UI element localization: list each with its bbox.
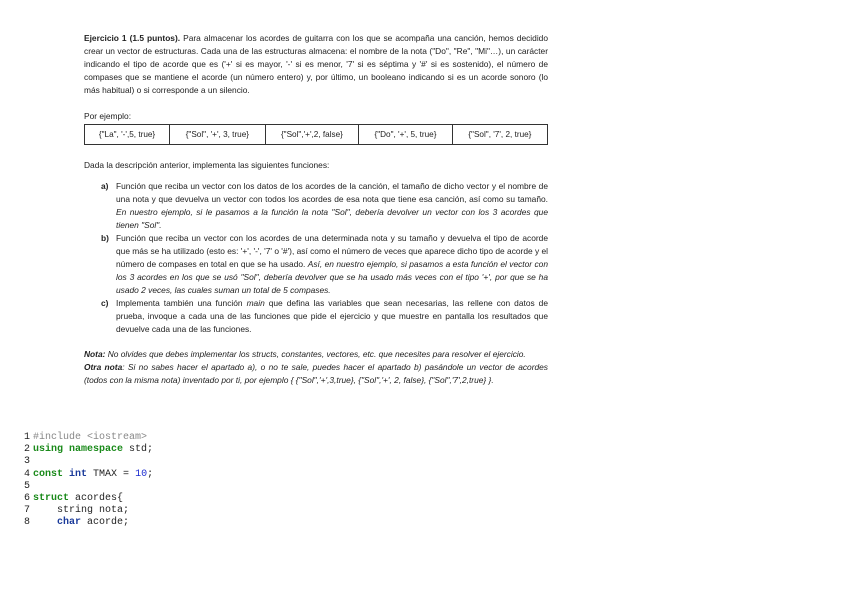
- example-table: [84, 124, 548, 145]
- line-number: 1: [24, 432, 31, 443]
- intro-text: Para almacenar los acordes de guitarra con los que se acompaña una canción, hemos decidido crear un vector de estructuras. Cada una de las estructuras almacena: el nombre de la nota ("Do", "Re", "Mi"…), un carácter indicando el tipo de acorde que es ('+' si es mayor, '-' si es menor, '7' si es séptima y '#' si es sostenido), el número de compases que se mantiene el acorde (un número entero) y, por último, un booleano indicando si es un acorde sonoro (lo más habitual) o si corresponde a un silencio.: [84, 33, 548, 95]
- task-item-c: [84, 297, 548, 336]
- example-cell: {"Sol",'+',2, false}: [265, 125, 359, 145]
- example-cell: {"Sol", '+', 3, true}: [170, 125, 266, 145]
- code-text: TMAX =: [87, 468, 136, 480]
- code-text: std;: [123, 444, 154, 456]
- example-label: Por ejemplo:: [84, 111, 132, 121]
- task-item-a: [84, 180, 548, 232]
- example-cell: {"Sol", '7', 2, true}: [452, 125, 547, 145]
- number: 10: [135, 468, 148, 480]
- code-text: acorde;: [81, 517, 130, 529]
- line-number: 2: [24, 444, 31, 456]
- example-cell: {"Do", '+', 5, true}: [359, 125, 453, 145]
- keyword: using namespace: [33, 444, 124, 456]
- code-line: [24, 481, 153, 493]
- exercise-title: Ejercicio 1 (1.5 puntos).: [84, 33, 181, 43]
- item-text: Función que reciba un vector con los datos de los acordes de la canción, el tamaño de dicho vector y el nombre de una nota y que devuelva un vector con todos los acordes de esa nota que tiene esa canción, así como su tamaño.: [116, 181, 548, 204]
- code-line: [24, 493, 153, 505]
- task-list: [84, 180, 548, 336]
- code-line: [24, 469, 153, 481]
- code-line: [24, 444, 153, 456]
- keyword: const: [33, 468, 64, 480]
- code-text: string nota;: [33, 505, 130, 517]
- line-number: 7: [24, 505, 31, 517]
- item-example: Así, en nuestro ejemplo, si pasamos a esta función el vector con los 3 acordes en los que se usó "Sol", debería devolver que se ha usado más veces con el tipo '+', por que se ha usado 2 veces, las cuales suman un total de 5 compases.: [116, 259, 548, 295]
- example-cell: {"La", '-',5, true}: [85, 125, 170, 145]
- exercise-intro: [84, 32, 548, 97]
- code-text: acordes{: [69, 493, 124, 505]
- other-note-text: : Si no sabes hacer el apartado a), o no te sale, puedes hacer el apartado b) pasándole un vector de acordes (todos con la misma nota) inventado por ti, por ejemplo { {"Sol",'+',3,true}, {"Sol",'+', 2, false}, {"Sol",'7',2,true} }.: [84, 362, 548, 385]
- line-number: 4: [24, 468, 31, 480]
- line-number: 3: [24, 456, 31, 468]
- note-label: Nota:: [84, 349, 106, 359]
- keyword: struct: [33, 493, 70, 505]
- code-line: [24, 517, 153, 529]
- code-line: [24, 456, 153, 468]
- task-intro: Dada la descripción anterior, implementa las siguientes funciones:: [84, 160, 330, 170]
- other-note-label: Otra nota: [84, 362, 123, 372]
- item-marker: c): [101, 298, 109, 308]
- item-text: que defina las variables que sean necesarias, las rellene con datos de prueba, invoque a cada una de las funciones que pide el ejercicio y que muestre en pantalla los resultados que devuelve cada una de las funciones.: [116, 298, 548, 334]
- item-marker: b): [101, 233, 109, 243]
- preprocessor: #include <iostream>: [33, 432, 148, 443]
- code-listing: [24, 432, 153, 530]
- note-text: No olvides que debes implementar los structs, constantes, vectores, etc. que necesites para resolver el ejercicio.: [105, 349, 526, 359]
- code-text: ;: [147, 468, 154, 480]
- item-marker: a): [101, 181, 109, 191]
- item-text: Función que reciba un vector con los acordes de una determinada nota y su tamaño y devuelva el tipo de acorde que más se ha utilizado (esto es: '+', '-', '7' o '#'), así como el número de veces que aparece dicho tipo de acorde y el número de compases en total en que se ha usado.: [116, 233, 549, 269]
- item-main: main: [246, 298, 265, 308]
- line-number: 8: [24, 517, 31, 529]
- exercise-document: [84, 32, 548, 387]
- item-text: Implementa también una función: [116, 298, 247, 308]
- task-item-b: [84, 232, 548, 297]
- indent: [33, 517, 57, 528]
- line-number: 5: [24, 480, 31, 492]
- type: char: [57, 517, 82, 529]
- code-line: [24, 432, 153, 444]
- line-number: 6: [24, 493, 31, 505]
- item-example: En nuestro ejemplo, si le pasamos a la función la nota "Sol", debería devolver un vector con los 3 acordes que tienen "Sol".: [116, 207, 548, 230]
- note: [84, 348, 548, 361]
- notes: [84, 348, 548, 387]
- type: int: [69, 468, 88, 480]
- other-note: [84, 361, 548, 387]
- code-line: [24, 505, 153, 517]
